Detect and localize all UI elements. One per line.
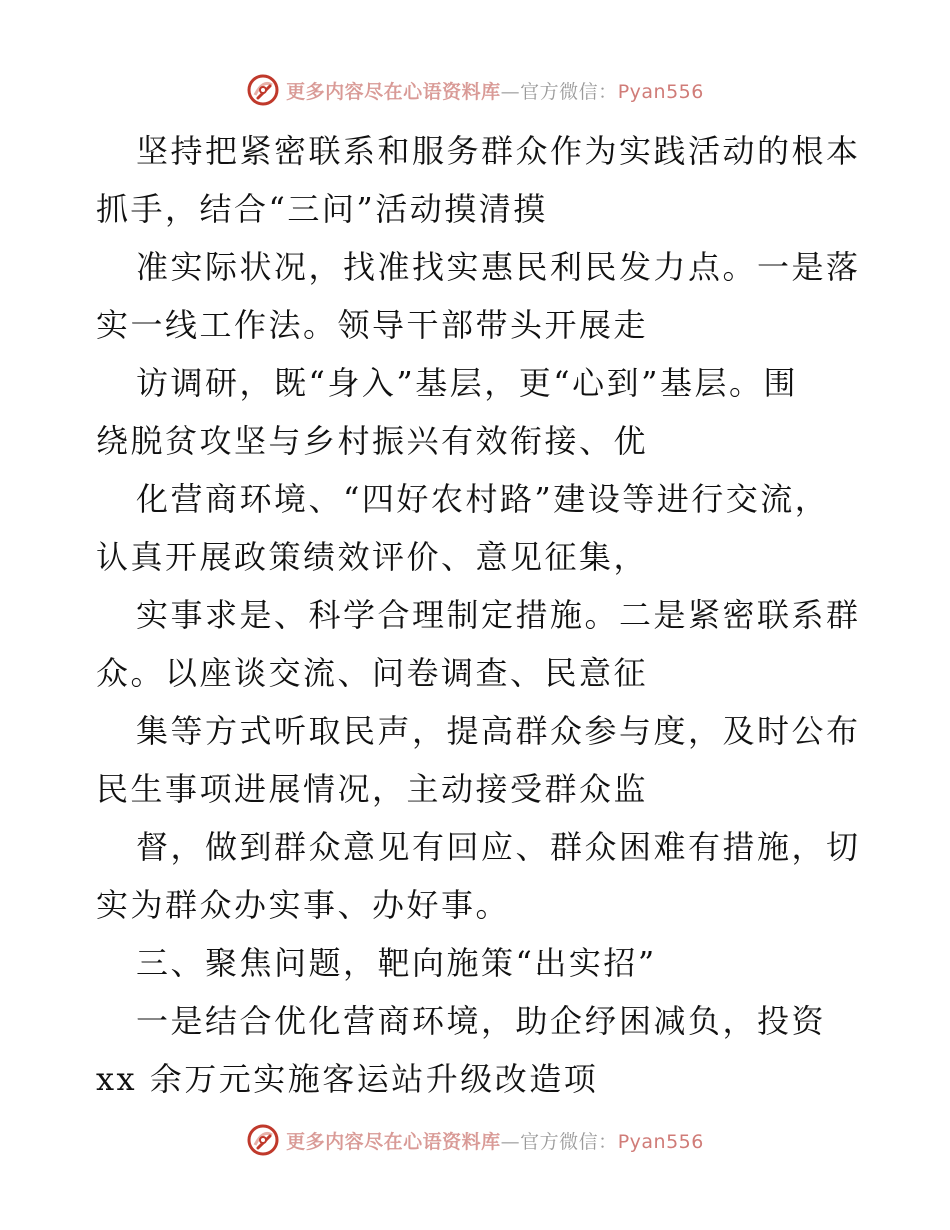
paragraph-4-line-1: 化营商环境、“四好农村路”建设等进行交流， (136, 480, 830, 518)
paragraph-6-line-1: 集等方式听取民声，提高群众参与度，及时公布 (136, 712, 861, 750)
paragraph-9-line-2: xx 余万元实施客运站升级改造项 (96, 1060, 599, 1098)
paragraph-5-line-2: 众。以座谈交流、问卷调查、民意征 (96, 654, 649, 692)
paragraph-7 (96, 818, 861, 934)
paragraph-1-line-1: 坚持把紧密联系和服务群众作为实践活动的根本 (136, 132, 861, 170)
paragraph-1 (96, 122, 861, 238)
paragraph-9-line-1: 一是结合优化营商环境，助企纾困减负，投资 (136, 1002, 827, 1040)
header-banner-text (286, 77, 704, 104)
header-banner (0, 70, 950, 110)
footer-banner-id: Pyan556 (617, 1130, 704, 1153)
paragraph-2-line-1: 准实际状况，找准找实惠民利民发力点。一是落 (136, 248, 861, 286)
header-banner-id: Pyan556 (617, 80, 704, 103)
paragraph-5-line-1: 实事求是、科学合理制定措施。二是紧密联系群 (136, 596, 861, 634)
brand-logo-icon (246, 1123, 280, 1157)
footer-banner-sub: 官方微信： (520, 1130, 618, 1153)
paragraph-6 (96, 702, 861, 818)
paragraph-3-line-1: 访调研，既“身入”基层，更“心到”基层。围 (136, 364, 798, 402)
paragraph-4 (96, 470, 856, 586)
paragraph-2 (96, 238, 861, 354)
footer-banner-text (286, 1127, 704, 1154)
brand-logo-icon (246, 73, 280, 107)
section-heading (96, 934, 856, 992)
paragraph-7-line-1: 督，做到群众意见有回应、群众困难有措施，切 (136, 828, 861, 866)
paragraph-3 (96, 354, 856, 470)
paragraph-7-line-2: 实为群众办实事、办好事。 (96, 886, 511, 924)
paragraph-6-line-2: 民生事项进展情况，主动接受群众监 (96, 770, 649, 808)
section-heading-text: 三、聚焦问题，靶向施策“出实招” (136, 944, 657, 982)
header-banner-sub: 官方微信： (520, 80, 618, 103)
paragraph-4-line-2: 认真开展政策绩效评价、意见征集， (96, 538, 649, 576)
footer-banner (0, 1120, 950, 1160)
footer-banner-main: 更多内容尽在心语资料库 (286, 1130, 501, 1153)
document-body (96, 122, 861, 1108)
header-banner-main: 更多内容尽在心语资料库 (286, 80, 501, 103)
paragraph-1-line-2: 抓手，结合“三问”活动摸清摸 (96, 190, 548, 228)
paragraph-3-line-2: 绕脱贫攻坚与乡村振兴有效衔接、优 (96, 422, 649, 460)
paragraph-5 (96, 586, 861, 702)
footer-banner-separator: — (500, 1130, 521, 1153)
paragraph-9 (96, 992, 856, 1108)
header-banner-separator: — (500, 80, 521, 103)
paragraph-2-line-2: 实一线工作法。领导干部带头开展走 (96, 306, 649, 344)
